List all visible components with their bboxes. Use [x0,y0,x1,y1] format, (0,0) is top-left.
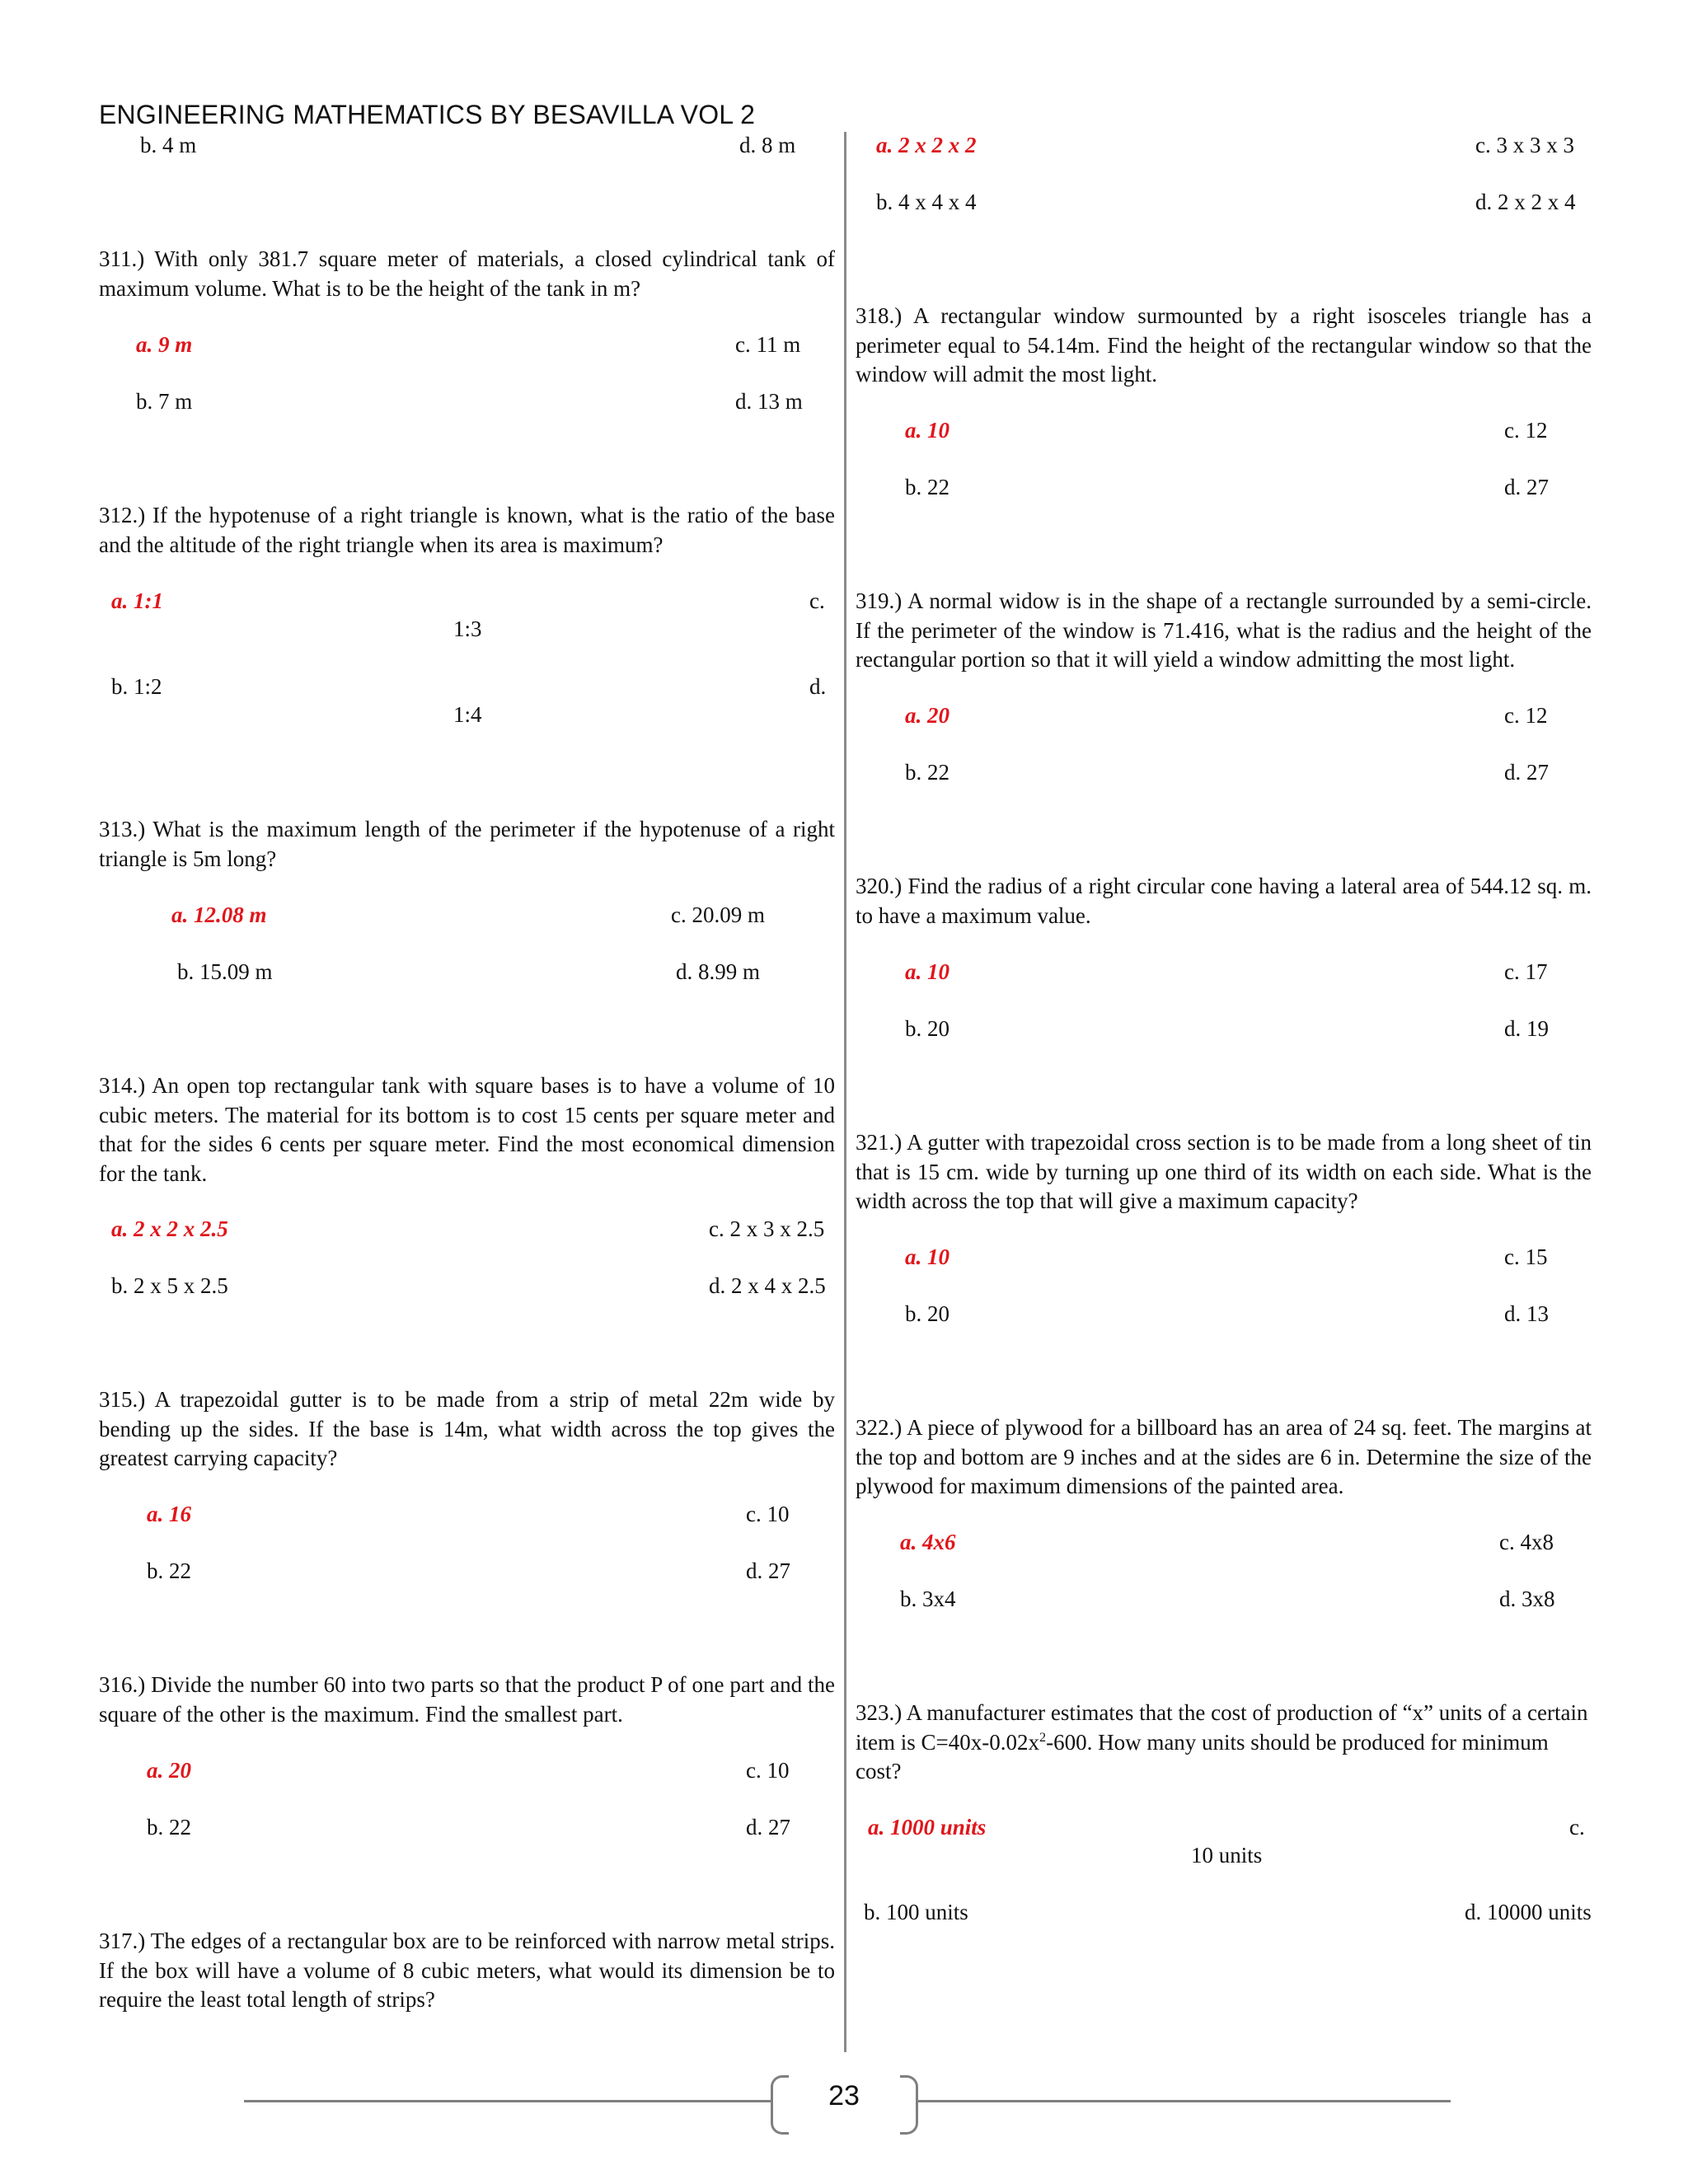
footer-bracket-right [900,2075,918,2135]
q314-option-b: b. 2 x 5 x 2.5 [111,1273,228,1298]
q320-option-d: d. 19 [1504,1016,1549,1041]
q316-option-b: b. 22 [147,1815,191,1840]
q311-option-d: d. 13 m [735,389,803,414]
footer-rule-left [244,2100,771,2102]
q318-option-c: c. 12 [1504,418,1548,443]
q317-answer-a: a. 2 x 2 x 2 [876,133,977,157]
q321-option-b: b. 20 [905,1301,950,1326]
q315-option-c: c. 10 [746,1502,790,1526]
q314-option-c: c. 2 x 3 x 2.5 [709,1216,825,1241]
q323-option-c-value: 10 units [1191,1843,1263,1868]
q311-option-b: b. 7 m [136,389,193,414]
question-316: 316.) Divide the number 60 into two parts so that the product P of one part and the square of the other is the maximum. Find the smallest part. [99,1672,835,1727]
q312-answer-a: a. 1:1 [111,588,163,613]
q312-option-d-letter: d. [809,674,827,699]
q311-option-c: c. 11 m [735,332,801,357]
q317-option-d: d. 2 x 2 x 4 [1475,190,1576,214]
q321-option-c: c. 15 [1504,1244,1548,1269]
page-header-title: ENGINEERING MATHEMATICS BY BESAVILLA VOL 2 [99,100,756,129]
question-314: 314.) An open top rectangular tank with square bases is to have a volume of 10 cubic meters. The material for its bottom is to cost 15 cents per square meter and that for the sides 6 cents per square meter. Find the most economical dimension for the tank. [99,1073,835,1186]
q318-option-d: d. 27 [1504,475,1549,499]
q312-option-b: b. 1:2 [111,674,162,699]
q322-answer-a: a. 4x6 [900,1530,956,1554]
q315-option-d: d. 27 [746,1558,790,1583]
question-312: 312.) If the hypotenuse of a right triangle is known, what is the ratio of the base and the altitude of the right triangle when its area is maximum? [99,503,835,557]
q318-answer-a: a. 10 [905,418,950,443]
q319-option-b: b. 22 [905,760,950,785]
q315-option-b: b. 22 [147,1558,191,1583]
question-311: 311.) With only 381.7 square meter of materials, a closed cylindrical tank of maximum volume. What is to be the height of the tank in m? [99,246,835,301]
q323-answer-a: a. 1000 units [868,1815,987,1840]
q314-option-d: d. 2 x 4 x 2.5 [709,1273,826,1298]
q316-answer-a: a. 20 [147,1758,191,1783]
q316-option-c: c. 10 [746,1758,790,1783]
question-318: 318.) A rectangular window surmounted by a right isosceles triangle has a perimeter equal to 54.14m. Find the height of the rectangular window so that the window will admit the most light. [856,303,1592,387]
q312-option-d-value: 1:4 [453,702,482,727]
q319-option-d: d. 27 [1504,760,1549,785]
q320-option-c: c. 17 [1504,959,1548,984]
q321-option-d: d. 13 [1504,1301,1549,1326]
q322-option-b: b. 3x4 [900,1586,956,1611]
footer-bracket-left [771,2075,789,2135]
q312-option-c-value: 1:3 [453,616,482,641]
q323-option-d: d. 10000 units [1465,1900,1592,1924]
page-number: 23 [828,2080,860,2111]
question-313: 313.) What is the maximum length of the perimeter if the hypotenuse of a right triangle is 5m long? [99,817,835,871]
question-322: 322.) A piece of plywood for a billboard has an area of 24 sq. feet. The margins at the top and bottom are 9 inches and at the sides are 6 in. Determine the size of the plywood for maximum dimensions of the painted area. [856,1415,1592,1498]
question-315: 315.) A trapezoidal gutter is to be made from a strip of metal 22m wide by bending up the sides. If the base is 14m, what width across the top gives the greatest carrying capacity? [99,1387,835,1470]
question-319: 319.) A normal widow is in the shape of a rectangle surrounded by a semi-circle. If the perimeter of the window is 71.416, what is the radius and the height of the rectangular portion so that it will yield a window admitting the most light. [856,588,1592,672]
q310-option-b: b. 4 m [140,133,197,157]
q313-option-d: d. 8.99 m [676,959,761,984]
q310-option-d: d. 8 m [739,133,796,157]
q322-option-d: d. 3x8 [1499,1586,1555,1611]
question-320: 320.) Find the radius of a right circular cone having a lateral area of 544.12 sq. m. to have a maximum value. [856,874,1592,928]
question-323: 323.) A manufacturer estimates that the cost of production of “x” units of a certain item is $C=40x-0.02x^2-600$. How many units should be produced for minimum cost? [856,1700,1588,1783]
q311-answer-a: a. 9 m [136,332,193,357]
question-321: 321.) A gutter with trapezoidal cross section is to be made from a long sheet of tin that is 15 cm. wide by turning up one third of its width on each side. What is the width across the top that will give a maximum capacity? [856,1130,1592,1213]
question-317: 317.) The edges of a rectangular box are to be reinforced with narrow metal strips. If the box will have a volume of 8 cubic meters, what would its dimension be to require the least total length of strips? [99,1929,835,2012]
column-divider [844,132,846,2052]
footer-rule-right [917,2100,1451,2102]
q313-answer-a: a. 12.08 m [171,902,267,927]
q317-option-b: b. 4 x 4 x 4 [876,190,977,214]
q313-option-c: c. 20.09 m [671,902,765,927]
q314-answer-a: a. 2 x 2 x 2.5 [111,1216,228,1241]
q320-option-b: b. 20 [905,1016,950,1041]
q319-option-c: c. 12 [1504,703,1548,728]
q316-option-d: d. 27 [746,1815,790,1840]
q323-option-b: b. 100 units [864,1900,968,1924]
q315-answer-a: a. 16 [147,1502,191,1526]
q321-answer-a: a. 10 [905,1244,950,1269]
q312-option-c-letter: c. [809,588,825,613]
q320-answer-a: a. 10 [905,959,950,984]
q313-option-b: b. 15.09 m [177,959,273,984]
q323-option-c-letter: c. [1569,1815,1585,1840]
q322-option-c: c. 4x8 [1499,1530,1554,1554]
q319-answer-a: a. 20 [905,703,950,728]
q318-option-b: b. 22 [905,475,950,499]
q317-option-c: c. 3 x 3 x 3 [1475,133,1574,157]
